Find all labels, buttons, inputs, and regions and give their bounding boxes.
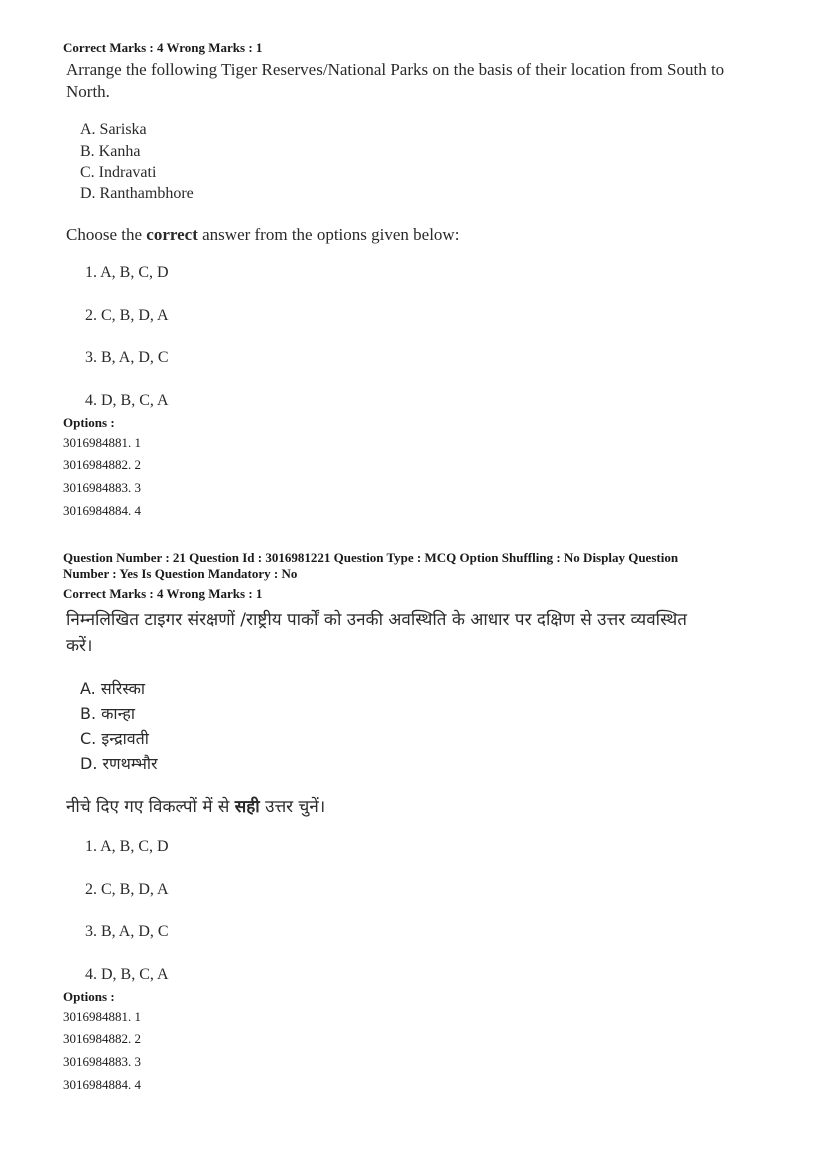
q2-choose-instruction [66,794,325,817]
q2-options-label: Options : [63,989,115,1004]
q2-header-line2: Number : Yes Is Question Mandatory : No [63,566,298,581]
q2-option-1: 3016984881. 1 [63,1009,141,1024]
q1-answer-3: 3. B, A, D, C [85,349,169,366]
q1-option-3: 3016984883. 3 [63,480,141,495]
q2-question-line2: करें। [66,636,93,656]
q2-question-line1: निम्नलिखित टाइगर संरक्षणों /राष्ट्रीय पार्कों को उनकी अवस्थिति के आधार पर दक्षिण से उत्तर व्यवस्थित [66,610,687,630]
q1-answer-2: 2. C, B, D, A [85,307,169,324]
q1-question-line2: North. [66,82,110,101]
q2-answer-2: 2. C, B, D, A [85,881,169,898]
q1-question-line1: Arrange the following Tiger Reserves/National Parks on the basis of their location from South to [66,60,725,79]
q1-item-d: D. Ranthambhore [80,185,194,202]
q2-item-d: D. रणथम्भौर [80,754,158,773]
q1-options-label: Options : [63,415,115,430]
q1-marks: Correct Marks : 4 Wrong Marks : 1 [63,40,263,55]
q2-marks: Correct Marks : 4 Wrong Marks : 1 [63,586,263,601]
q1-option-2: 3016984882. 2 [63,457,141,472]
q1-item-b: B. Kanha [80,143,141,160]
q1-choose-pre: Choose the [66,225,147,244]
q2-option-2: 3016984882. 2 [63,1031,141,1046]
q2-choose-bold: सही [234,797,260,817]
q2-header-line1: Question Number : 21 Question Id : 3016981221 Question Type : MCQ Option Shuffling : No Display Question [63,550,679,565]
q2-answer-3: 3. B, A, D, C [85,923,169,940]
q1-item-a: A. Sariska [80,121,147,138]
q2-choose-post: उत्तर चुनें। [259,797,326,817]
q2-item-a: A. सरिस्का [80,679,145,698]
q1-choose-post: answer from the options given below: [197,225,460,244]
q1-answer-1: 1. A, B, C, D [85,264,169,281]
q2-choose-pre: नीचे दिए गए विकल्पों में से [66,797,235,817]
q2-item-b: B. कान्हा [80,704,136,723]
q2-item-c: C. इन्द्रावती [80,729,149,748]
q1-answer-4: 4. D, B, C, A [85,392,169,409]
q1-choose-bold: correct [146,225,198,244]
q1-option-1: 3016984881. 1 [63,435,141,450]
q1-choose-instruction [66,224,459,246]
q2-answer-1: 1. A, B, C, D [85,838,169,855]
q2-option-4: 3016984884. 4 [63,1077,141,1092]
q1-option-4: 3016984884. 4 [63,503,141,518]
q1-item-c: C. Indravati [80,164,157,181]
q2-option-3: 3016984883. 3 [63,1054,141,1069]
q2-answer-4: 4. D, B, C, A [85,966,169,983]
